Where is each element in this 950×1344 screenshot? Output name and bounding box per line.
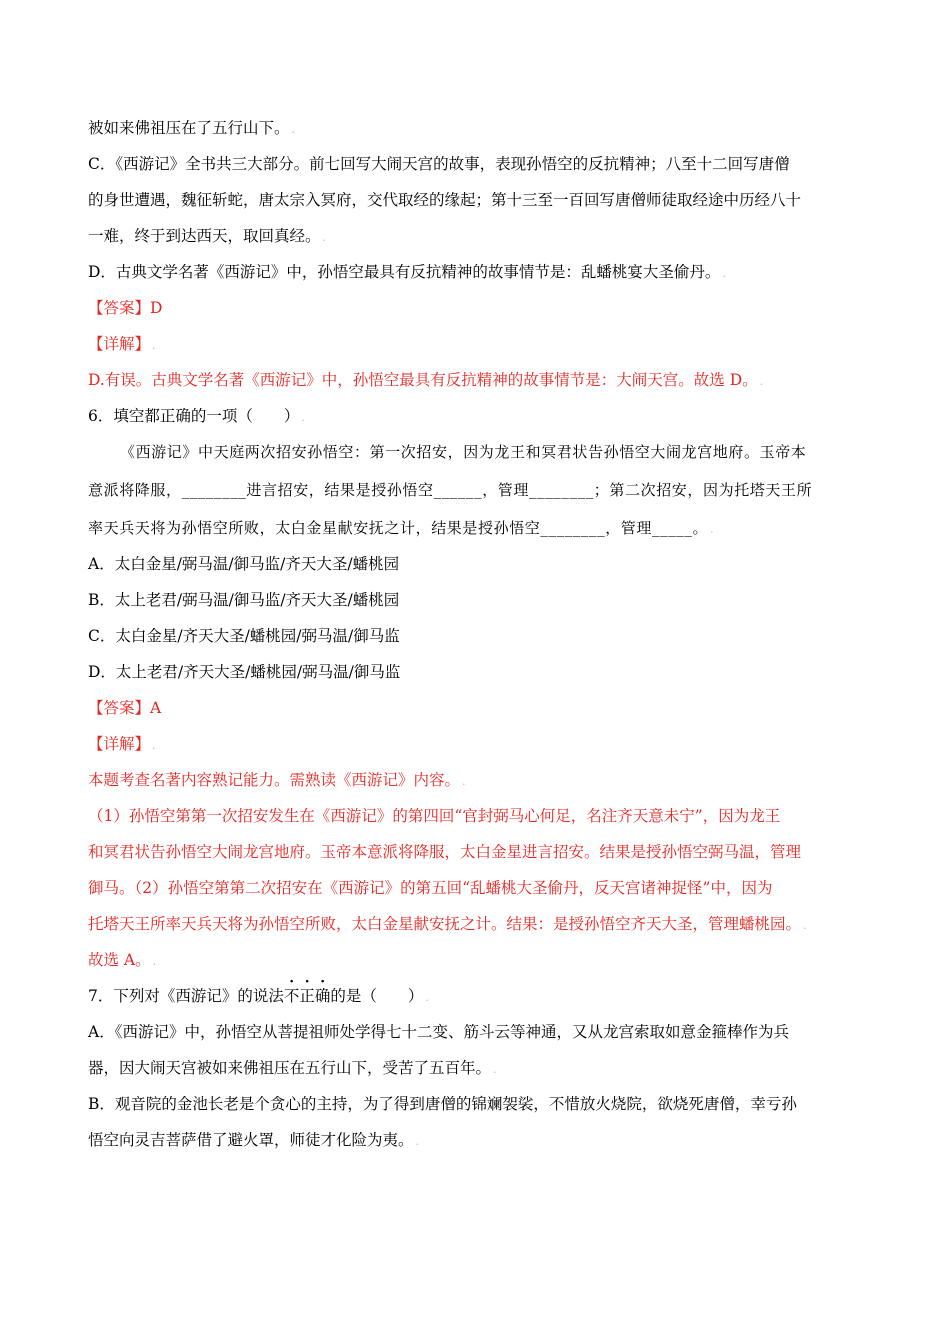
q6-detail-line: （1）孙悟空第第一次招安发生在《西游记》的第四回“官封弼马心何足，名注齐天意未宁”，因为龙王 xyxy=(88,807,781,825)
q6-detail-line: 故选 A。 . xyxy=(88,951,157,969)
q7-option-a-line: 器，因大闹天宫被如来佛祖压在五行山下，受苦了五百年。 . xyxy=(88,1059,497,1077)
q5-option-d-line: D．古典文学名著《西游记》中，孙悟空最具有反抗精神的故事情节是：乱蟠桃宴大圣偷丹。 . xyxy=(88,263,726,281)
q7-option-a-line: A．《西游记》中，孙悟空从菩提祖师处学得七十二变、筋斗云等神通，又从龙宫索取如意金箍棒作为兵 xyxy=(88,1023,789,1041)
q6-detail-label: 【详解】 . xyxy=(88,735,156,753)
q5-detail-text: D.有误。古典文学名著《西游记》中，孙悟空最具有反抗精神的故事情节是：大闹天宫。故选 D。 . xyxy=(88,371,764,389)
q6-option-d: D．太上老君/齐天大圣/蟠桃园/弼马温/御马监 xyxy=(88,663,401,681)
q6-passage-line: 《西游记》中天庭两次招安孙悟空：第一次招安，因为龙王和冥君状告孙悟空大闹龙宫地府。玉帝本 xyxy=(120,443,807,461)
q5-text-line: 被如来佛祖压在了五行山下。 . xyxy=(88,119,296,137)
q6-detail-line: 本题考查名著内容熟记能力。需熟读《西游记》内容。 . xyxy=(88,771,466,789)
emphasis-char: 确 xyxy=(314,987,331,1005)
q5-detail-label: 【详解】 . xyxy=(88,335,156,353)
q6-option-a: A．太白金星/弼马温/御马监/齐天大圣/蟠桃园 xyxy=(88,555,400,573)
q5-option-c-line: C．《西游记》全书共三大部分。前七回写大闹天宫的故事，表现孙悟空的反抗精神；八至十二回写唐僧 xyxy=(88,155,790,173)
q6-detail-line: 御马。（2）孙悟空第第二次招安在《西游记》的第五回“乱蟠桃大圣偷丹，反天宫诸神捉怪”中，因为 xyxy=(88,879,773,897)
q6-detail-line: 托塔天王所率天兵天将为孙悟空所败，太白金星献安抚之计。结果：是授孙悟空齐天大圣，管理蟠桃园。 . xyxy=(88,915,807,933)
q6-stem: 6．填空都正确的一项（ ） . xyxy=(88,407,305,425)
emphasis-char: 不 xyxy=(283,987,300,1005)
q5-option-c-line: 的身世遭遇，魏征斩蛇，唐太宗入冥府，交代取经的缘起；第十三至一百回写唐僧师徒取经途中历经八十 xyxy=(88,191,802,209)
q7-option-b-line: B．观音院的金池长老是个贪心的主持，为了得到唐僧的锦斓袈裟，不惜放火烧院，欲烧死唐僧，幸亏孙 xyxy=(88,1095,797,1113)
q7-stem: 7．下列对《西游记》的说法不正确的是（ ） . xyxy=(88,987,429,1005)
q6-passage-line: 率天兵天将为孙悟空所败，太白金星献安抚之计，结果是授孙悟空________，管理_____。 . xyxy=(88,519,715,537)
q6-option-b: B．太上老君/弼马温/御马监/齐天大圣/蟠桃园 xyxy=(88,591,400,609)
emphasis-char: 正 xyxy=(299,987,315,1005)
q6-detail-line: 和冥君状告孙悟空大闹龙宫地府。玉帝本意派将降服，太白金星进言招安。结果是授孙悟空弼马温，管理 xyxy=(88,843,802,861)
q5-answer: 【答案】D xyxy=(88,299,163,317)
q6-option-c: C．太白金星/齐天大圣/蟠桃园/弼马温/御马监 xyxy=(88,627,400,645)
q6-passage-line: 意派将降服，________进言招安，结果是授孙悟空______，管理________；第二次招安，因为托塔天王所 xyxy=(88,481,813,499)
q6-answer: 【答案】A xyxy=(88,699,162,717)
q7-option-b-line: 悟空向灵吉菩萨借了避火罩，师徒才化险为夷。 . xyxy=(88,1131,420,1149)
q5-option-c-line: 一难，终于到达西天，取回真经。 . xyxy=(88,227,327,245)
